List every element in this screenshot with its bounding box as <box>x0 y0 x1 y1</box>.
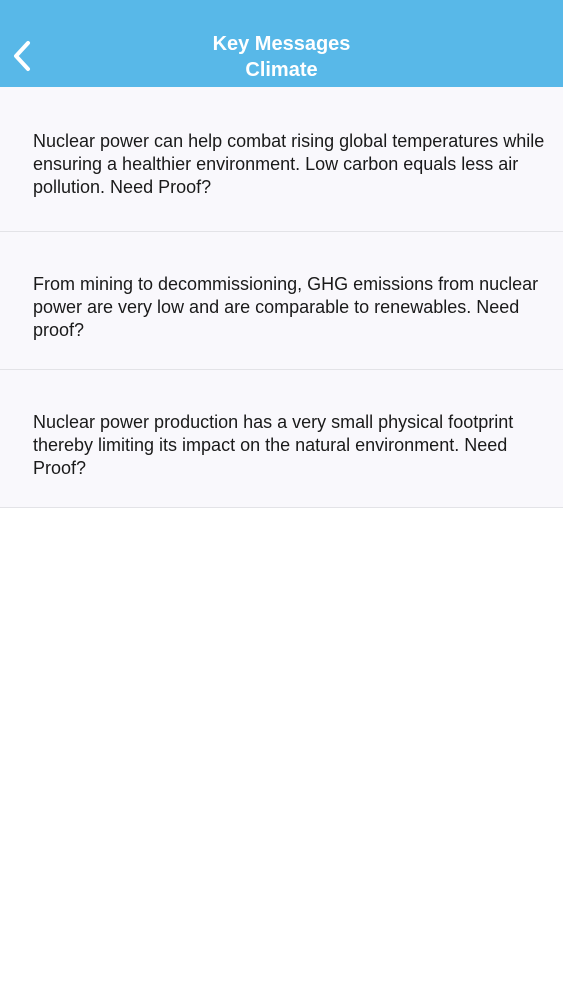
page-title-line2: Climate <box>245 59 318 81</box>
message-text: From mining to decommissioning, GHG emissions from nuclear power are very low and are comparable to renewables. Need proof? <box>33 274 539 340</box>
navigation-bar <box>0 0 563 87</box>
back-button[interactable] <box>6 36 40 76</box>
list-item-message-3[interactable] <box>0 370 563 508</box>
list-item-message-2[interactable] <box>0 232 563 370</box>
message-text: Nuclear power production has a very small physical footprint thereby limiting its impact on the natural environment. Need Proof? <box>33 412 514 478</box>
key-messages-list <box>0 87 563 508</box>
message-text: Nuclear power can help combat rising global temperatures while ensuring a healthier environment. Low carbon equals less air pollution. Need Proof? <box>33 131 545 197</box>
list-item-message-1[interactable] <box>0 87 563 232</box>
page-title <box>90 31 473 83</box>
page-title-line1: Key Messages <box>212 33 351 55</box>
chevron-left-icon <box>6 36 40 76</box>
